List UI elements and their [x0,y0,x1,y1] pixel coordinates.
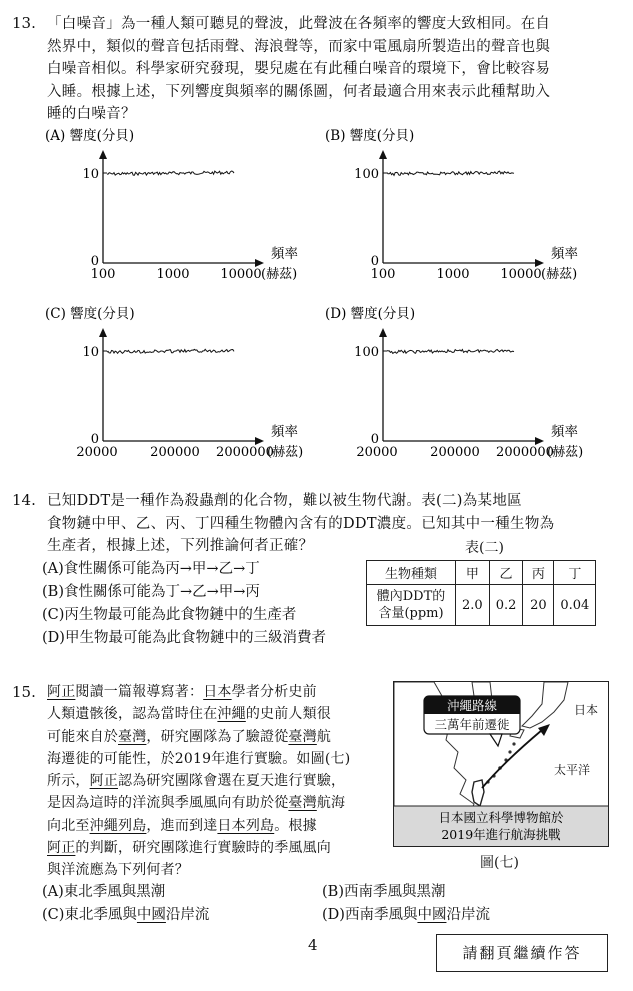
q15-line [47,770,392,792]
q15-option-b[interactable] [322,880,445,901]
q15-line [47,748,392,770]
q13-line: 然界中，類似的聲音包括雨聲、海浪聲等，而家中電風扇所製造出的聲音也與 [47,38,551,55]
ddt-table [366,560,596,626]
y-axis-arrow-icon [99,328,107,337]
route-map [393,681,609,847]
japan-landmass [522,682,568,728]
text-segment: 可能來自於 [47,728,118,745]
q14-line: 生產者，根據上述，下列推論何者正確？ [47,538,314,554]
table-cell: 0.04 [554,585,596,626]
y-tick-label: 100 [354,167,379,182]
option-text: (A)東北季風與黑潮 [42,884,166,900]
q13-number: 13. [12,14,36,32]
text-segment: 閱讀一篇報導寫著： [75,684,204,700]
option-text: 沿岸流 [446,907,490,923]
q14-option-d[interactable]: (D)甲生物最可能為此食物鏈中的三級消費者 [42,630,326,646]
place-underlined: 沖繩 [217,706,246,723]
q13-graph-b [325,128,585,288]
x-axis-label: 頻率 [271,424,298,440]
graph-label: (D) 響度(分貝) [325,306,416,322]
x-axis-arrow-icon [255,437,264,445]
name-underlined: 阿正 [47,840,76,857]
x-axis-arrow-icon [535,437,544,445]
noise-curve [107,171,234,175]
q15-stem [47,681,392,882]
x-axis-unit: (赫茲) [261,267,298,282]
table-row-label-line: 含量(ppm) [378,606,444,621]
island-dot [508,750,511,753]
q15-line [47,859,392,881]
text-segment: 航 [316,728,332,745]
q15-option-c[interactable] [42,903,209,924]
q14-line: 已知DDT是一種作為殺蟲劑的化合物，難以被生物代謝。表(二)為某地區 [47,493,522,509]
text-segment: 向北至 [47,817,90,834]
japan-label: 日本 [574,703,599,717]
text-segment: 。根據 [274,817,317,834]
table-row [367,585,596,626]
q13-line: 睡的白噪音？ [47,106,136,122]
x-tick-label: 10000 [220,267,262,282]
q15-line [47,703,392,725]
text-segment: ，研究團隊為了驗證從 [146,728,289,745]
text-segment: 與洋流應為下列何者？ [47,862,189,879]
text-segment: 人類遺骸後，認為當時住在 [47,706,218,723]
noise-curve [387,350,514,354]
table-header-cell: 丁 [554,561,596,585]
q14-stem [47,490,617,558]
q13-graph-d-svg [325,306,585,466]
table-cell: 0.2 [489,585,523,626]
text-segment: 是因為這時的洋流與季風風向有助於從 [47,795,289,812]
text-segment: 的判斷，研究團隊進行實驗時的季風風向 [75,840,332,857]
q13-graph-a-svg [45,128,305,288]
place-underlined: 臺灣 [288,795,317,812]
x-tick-label: 100 [370,267,396,282]
place-underlined: 日本列島 [217,817,275,834]
option-text: (D)西南季風與 [322,907,418,923]
q14-number: 14. [12,491,36,509]
y-zero-label: 0 [370,432,379,447]
place-underlined: 臺灣 [118,728,147,745]
q13-line: 入睡。根據上述，下列響度與頻率的關係圖，何者最適合用來表示此種幫助入 [47,83,551,100]
q13-graph-a [45,128,305,288]
x-tick-label: 200000 [430,445,480,460]
table-header-cell: 丙 [523,561,554,585]
q13-graph-d [325,306,585,466]
text-segment: 學者分析史前 [231,684,317,700]
text-segment: ，進而到達 [146,817,218,834]
route-arrow-head-icon [538,724,550,736]
y-axis-arrow-icon [379,150,387,159]
y-tick-label: 100 [354,345,379,360]
text-segment: 海遷徙的可能性，於2019年進行實驗。如圖(七) [47,750,351,767]
x-tick-label: 2000000 [216,445,274,460]
y-zero-label: 0 [90,254,99,269]
callout-pointer [490,734,502,746]
q15-option-d[interactable] [322,903,490,924]
noise-curve [107,349,234,353]
x-axis-unit: (赫茲) [547,445,584,460]
text-segment: 的史前人類很 [245,706,332,723]
x-axis-unit: (赫茲) [267,445,304,460]
route-arrow-line [482,730,542,788]
x-axis-label: 頻率 [551,246,578,262]
x-tick-label: 100 [90,267,116,282]
x-tick-label: 20000 [76,445,118,460]
place-underlined: 中國 [417,907,447,923]
x-axis-arrow-icon [535,259,544,267]
y-tick-label: 10 [82,345,99,360]
graph-label: (C) 響度(分貝) [45,306,135,322]
q13-graph-c [45,306,305,466]
table-cell: 2.0 [456,585,490,626]
callout-subtitle: 三萬年前遷徙 [434,717,510,732]
y-axis-arrow-icon [379,328,387,337]
y-axis-arrow-icon [99,150,107,159]
x-tick-label: 200000 [150,445,200,460]
route-map-svg [394,682,608,846]
q13-stem [47,13,617,126]
continue-box: 請翻頁繼續作答 [436,934,608,972]
figure-caption: 圖(七) [480,855,519,871]
q15-line [47,815,392,837]
q13-graph-c-svg [45,306,305,466]
x-tick-label: 1000 [156,267,190,282]
map-caption-line: 日本國立科學博物館於 [438,810,564,825]
q14-option-b[interactable]: (B)食性關係可能為丁→乙→甲→丙 [42,584,260,600]
noise-curve [387,171,514,175]
q13-graph-b-svg [325,128,585,288]
table-header-cell: 生物種類 [367,561,456,585]
place-underlined: 沖繩列島 [89,817,147,834]
option-text: (C)東北季風與 [42,907,137,923]
table-row [367,561,596,585]
q14-line: 食物鏈中甲、乙、丙、丁四種生物體內含有的DDT濃度。已知其中一種生物為 [47,515,555,532]
q15-number: 15. [12,683,36,701]
y-tick-label: 10 [82,167,99,182]
y-zero-label: 0 [370,254,379,269]
island-dot [512,742,515,745]
table-row-label [367,585,456,626]
graph-label: (B) 響度(分貝) [325,128,415,144]
x-tick-label: 10000 [500,267,542,282]
x-axis-label: 頻率 [551,424,578,440]
name-underlined: 阿正 [47,684,76,700]
q14-option-a[interactable]: (A)食性關係可能為丙→甲→乙→丁 [42,561,260,577]
x-axis-unit: (赫茲) [541,267,578,282]
text-segment: 所示， [47,773,90,790]
y-zero-label: 0 [90,432,99,447]
taiwan-landmass [472,780,484,806]
place-underlined: 臺灣 [288,728,317,745]
table-caption: 表(二) [465,540,504,556]
table-header-cell: 甲 [456,561,490,585]
q15-option-a[interactable] [42,880,165,901]
q15-line [47,726,392,748]
q13-line: 白噪音相似。科學家研究發現，嬰兒處在有此種白噪音的環境下，會比較容易 [47,61,551,77]
text-segment: 航海 [316,795,346,812]
q14-option-c[interactable]: (C)丙生物最可能為此食物鏈中的生產者 [42,607,297,623]
x-axis-arrow-icon [255,259,264,267]
table-cell: 20 [523,585,554,626]
option-text: (B)西南季風與黑潮 [322,884,446,900]
graph-label: (A) 響度(分貝) [45,128,135,144]
pacific-label: 太平洋 [554,763,591,777]
table-header-cell: 乙 [489,561,523,585]
name-underlined: 阿正 [89,773,119,790]
place-underlined: 日本 [203,684,232,700]
x-tick-label: 20000 [356,445,398,460]
x-tick-label: 1000 [436,267,470,282]
callout-title: 沖繩路線 [446,698,498,713]
page-number: 4 [308,936,318,954]
q13-line: 「白噪音」為一種人類可聽見的聲波，此聲波在各頻率的響度大致相同。在自 [47,16,551,32]
x-tick-label: 2000000 [496,445,554,460]
q15-line [47,681,392,703]
text-segment: 認為研究團隊會選在夏天進行實驗， [118,773,346,790]
option-text: 沿岸流 [165,907,210,923]
place-underlined: 中國 [136,907,166,923]
q15-line [47,837,392,859]
table-row-label-line: 體內DDT的 [376,589,446,604]
x-axis-label: 頻率 [271,246,298,262]
map-caption-line: 2019年進行航海挑戰 [441,827,561,842]
q15-line [47,792,392,814]
